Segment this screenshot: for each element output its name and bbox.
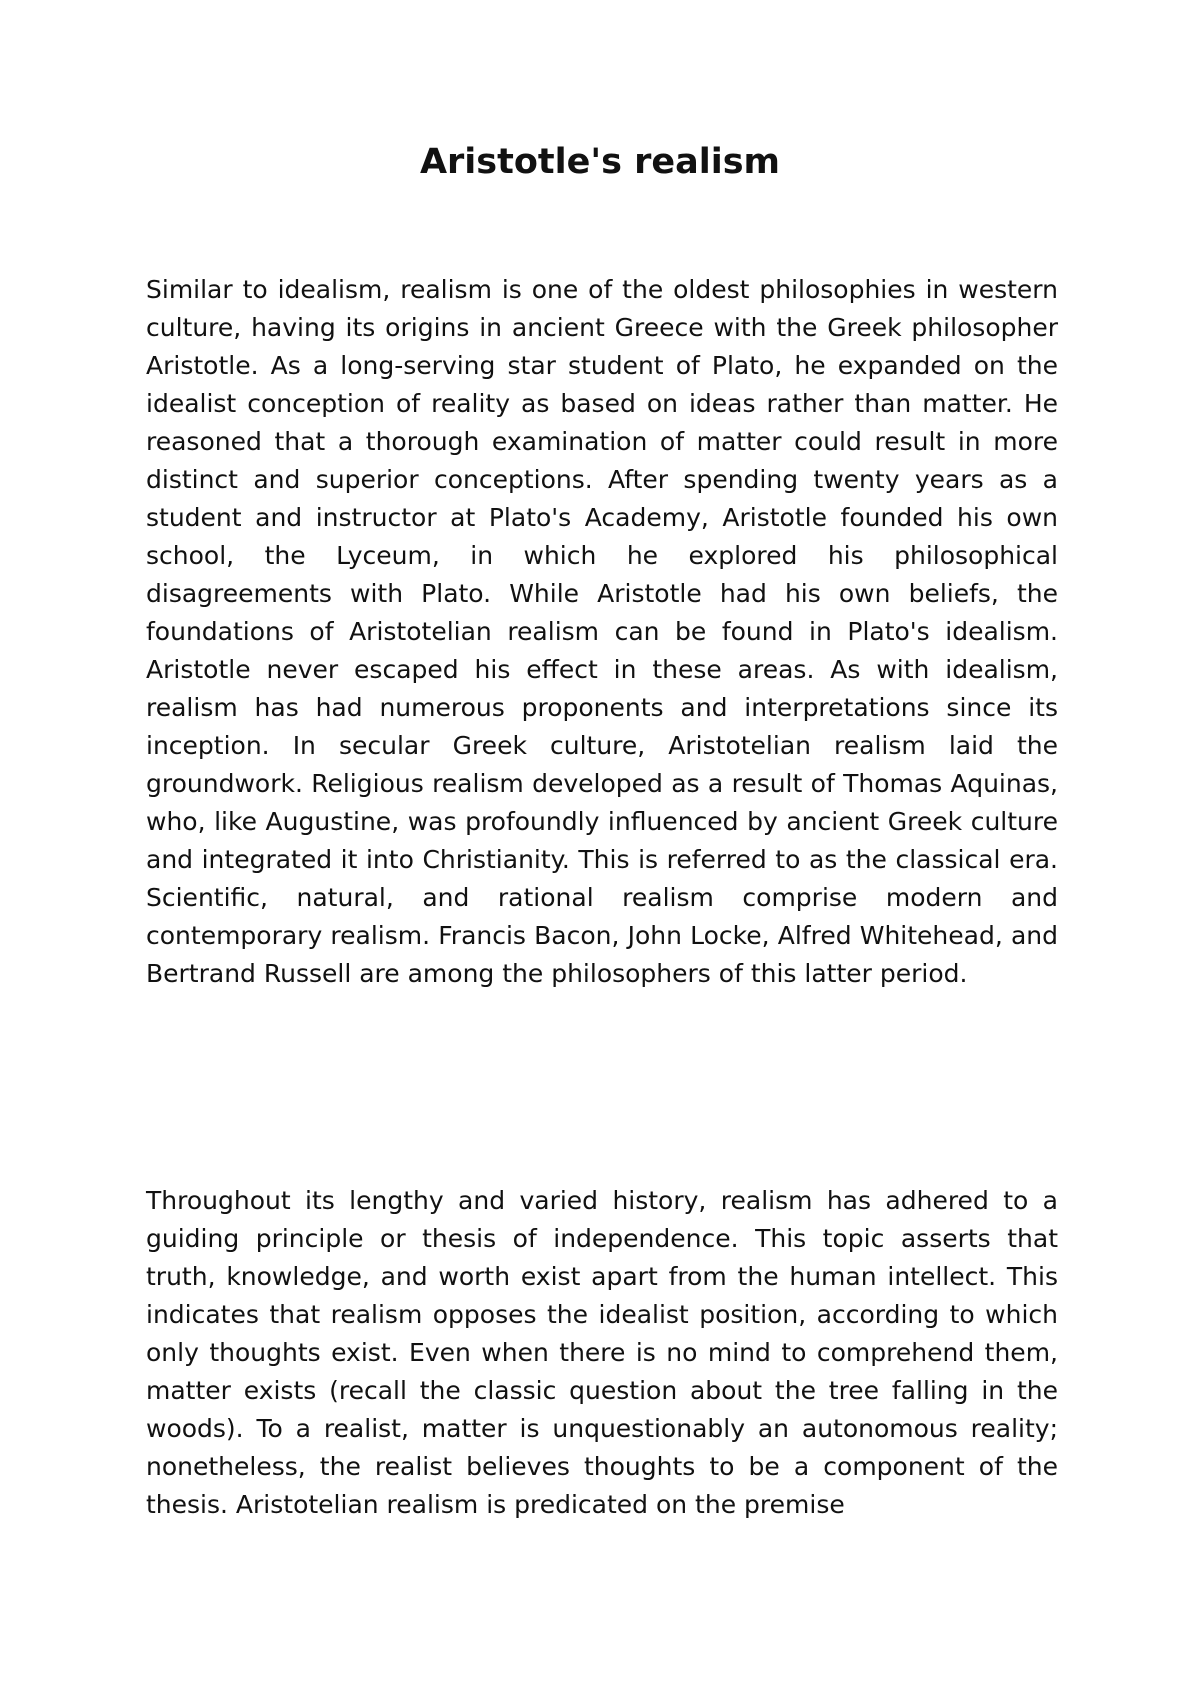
paragraph-2: Throughout its lengthy and varied history, realism has adhered to a guiding principle or thesis of independence. This topic asserts that truth, knowledge, and worth exist apart from the human intellect. This indicates that realism opposes the idealist position, according to which only thoughts exist. Even when there is no mind to comprehend them, matter exists (recall the classic question about the tree falling in the woods). To a realist, matter is unquestionably an autonomous reality; nonetheless, the realist believes thoughts to be a component of the thesis. Aristotelian realism is predicated on the premise (146, 1186, 1058, 1519)
paragraph-1: Similar to idealism, realism is one of the oldest philosophies in western culture, having its origins in ancient Greece with the Greek philosopher Aristotle. As a long-serving star student of Plato, he expanded on the idealist conception of reality as based on ideas rather than matter. He reasoned that a thorough examination of matter could result in more distinct and superior conceptions. After spending twenty years as a student and instructor at Plato's Academy, Aristotle founded his own school, the Lyceum, in which he explored his philosophical disagreements with Plato. While Aristotle had his own beliefs, the foundations of Aristotelian realism can be found in Plato's idealism. Aristotle never escaped his effect in these areas. As with idealism, realism has had numerous proponents and interpretations since its inception. In secular Greek culture, Aristotelian realism laid the groundwork. Religious realism developed as a result of Thomas Aquinas, who, like Augustine, was profoundly influenced by ancient Greek culture and integrated it into Christianity. This is referred to as the classical era. Scientific, natural, and rational realism comprise modern and contemporary realism. Francis Bacon, John Locke, Alfred Whitehead, and Bertrand Russell are among the philosophers of this latter period. (146, 275, 1058, 988)
document-title: Aristotle's realism (419, 142, 781, 182)
